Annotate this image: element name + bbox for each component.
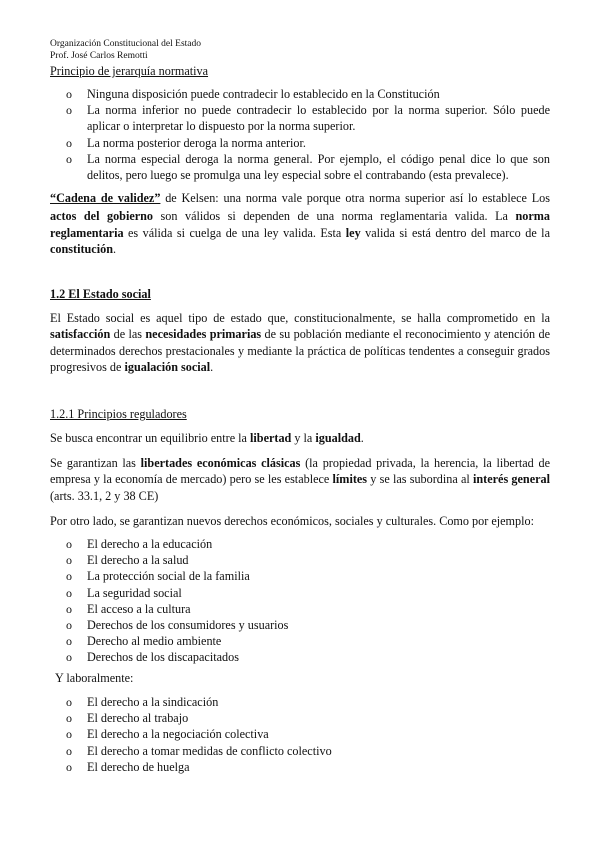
bullet-marker: o [66,135,72,150]
list-item-text: El derecho de huelga [87,759,190,774]
bold-term: actos del gobierno [50,209,154,224]
bullet-marker: o [66,151,72,166]
bullet-marker: o [66,537,72,551]
estado-social-heading: 1.2 El Estado social [50,287,151,301]
text: Los [531,191,550,205]
hierarchy-list [0,86,600,183]
list-item-text: La norma posterior deroga la norma anterior. [87,135,306,150]
text: . [112,242,117,257]
text: valida si está dentro del marco de la [360,225,550,240]
bold-term: norma reglamentaria [50,209,550,240]
bullet-marker: o [66,618,72,633]
equilibrio-paragraph [50,430,550,446]
bullet-marker: o [66,634,72,649]
list-item [0,617,600,633]
text: . [360,431,364,445]
list-item-text: La seguridad social [87,585,182,600]
bold-term: libertad [250,431,292,445]
list-item-text: El derecho a la negociación colectiva [87,727,269,742]
bullet-marker: o [66,569,72,584]
list-item [0,86,600,102]
text: de Kelsen: una norma vale porque otra norma superior así lo establece [160,191,532,205]
list-item-text: El derecho a la educación [87,537,213,551]
bold-term: necesidades primarias [145,327,262,342]
text: de las [110,327,146,342]
text: Se garantizan las [50,456,141,470]
list-item [0,536,600,552]
bullet-marker: o [66,585,72,600]
bullet-marker: o [66,103,72,118]
derechos-list [0,536,600,666]
bold-term: límites [332,472,368,487]
bullet-marker: o [66,601,72,616]
list-item [0,743,600,759]
bullet-marker: o [66,650,72,665]
estado-social-paragraph [50,310,550,376]
kelsen-term: “Cadena de validez” [50,191,161,205]
list-item [0,759,600,775]
list-item-text: La norma especial deroga la norma general. Por ejemplo, el código penal dice lo que son delitos, pero luego se promulga una ley especial sobre el contrabando (esta prevalece). [87,151,550,183]
bullet-marker: o [66,553,72,568]
laboral-intro: Y laboralmente: [55,671,134,685]
bold-term: libertades económicas clásicas [140,456,301,470]
list-item [0,568,600,584]
list-item-text: Derechos de los consumidores y usuarios [87,618,289,633]
bullet-marker: o [66,759,72,774]
bullet-marker: o [66,695,72,709]
list-item-text: Derechos de los discapacitados [87,650,239,665]
list-item [0,633,600,649]
list-item [0,552,600,568]
bold-term: satisfacción [50,327,111,342]
list-item [0,585,600,601]
list-item [0,102,600,134]
list-item-text: El derecho a la sindicación [87,695,219,709]
list-item-text: Derecho al medio ambiente [87,634,222,649]
bold-term: ley [345,225,361,240]
text: y se las subordina al [367,472,473,487]
list-item-text: El derecho a tomar medidas de conflicto colectivo [87,743,332,758]
laborales-list [0,694,600,775]
professor-header: Prof. José Carlos Remotti [50,51,148,61]
list-item [0,710,600,726]
text: y la [291,431,316,445]
principios-heading: 1.2.1 Principios reguladores [50,407,187,421]
bold-term: constitución [50,242,113,257]
list-item [0,694,600,710]
list-item [0,151,600,183]
text: . [210,360,214,375]
nuevos-derechos-paragraph: Por otro lado, se garantizan nuevos derechos económicos, sociales y culturales. Como por ejemplo: [50,514,534,528]
bullet-marker: o [66,743,72,758]
list-item [0,601,600,617]
text: (arts. 33.1, 2 y 38 CE) [50,488,159,503]
bullet-marker: o [66,711,72,726]
list-item-text: La norma inferior no puede contradecir lo establecido por la norma superior. Sólo puede aplicar o interpretar lo dispuesto por la norma superior. [87,103,550,134]
list-item-text: El acceso a la cultura [87,601,191,616]
bullet-marker: o [66,727,72,742]
list-item [0,726,600,742]
text: (la propiedad privada, la herencia, la libertad de empresa y la economía de mercado) pero se les establece [50,456,550,487]
kelsen-paragraph [50,190,550,258]
text: son válidos si dependen de una norma reglamentaria valida. La [153,209,516,224]
list-item-text: Ninguna disposición puede contradecir lo establecido en la Constitución [87,87,440,101]
text: es válida si cuelga de una ley valida. Esta [123,225,346,240]
libertades-paragraph [50,455,550,504]
text: de su población mediante el reconocimiento y atención de determinados derechos prestacionales y mediante la práctica de políticas tendentes a conseguir grados progresivos de [50,327,551,375]
text: El Estado social es aquel tipo de estado que, constitucionalmente, se halla comprometido en la [50,311,550,325]
section-title: Principio de jerarquía normativa [50,64,209,78]
text: Se busca encontrar un equilibrio entre la [50,431,251,445]
list-item [0,135,600,151]
bullet-marker: o [66,87,72,101]
list-item-text: La protección social de la familia [87,569,250,584]
list-item [0,649,600,665]
list-item-text: El derecho a la salud [87,553,189,568]
bold-term: interés general [473,472,550,487]
list-item-text: El derecho al trabajo [87,711,189,726]
course-header: Organización Constitucional del Estado [50,39,201,49]
bold-term: igualdad [315,431,361,445]
bold-term: igualación social [124,360,211,375]
